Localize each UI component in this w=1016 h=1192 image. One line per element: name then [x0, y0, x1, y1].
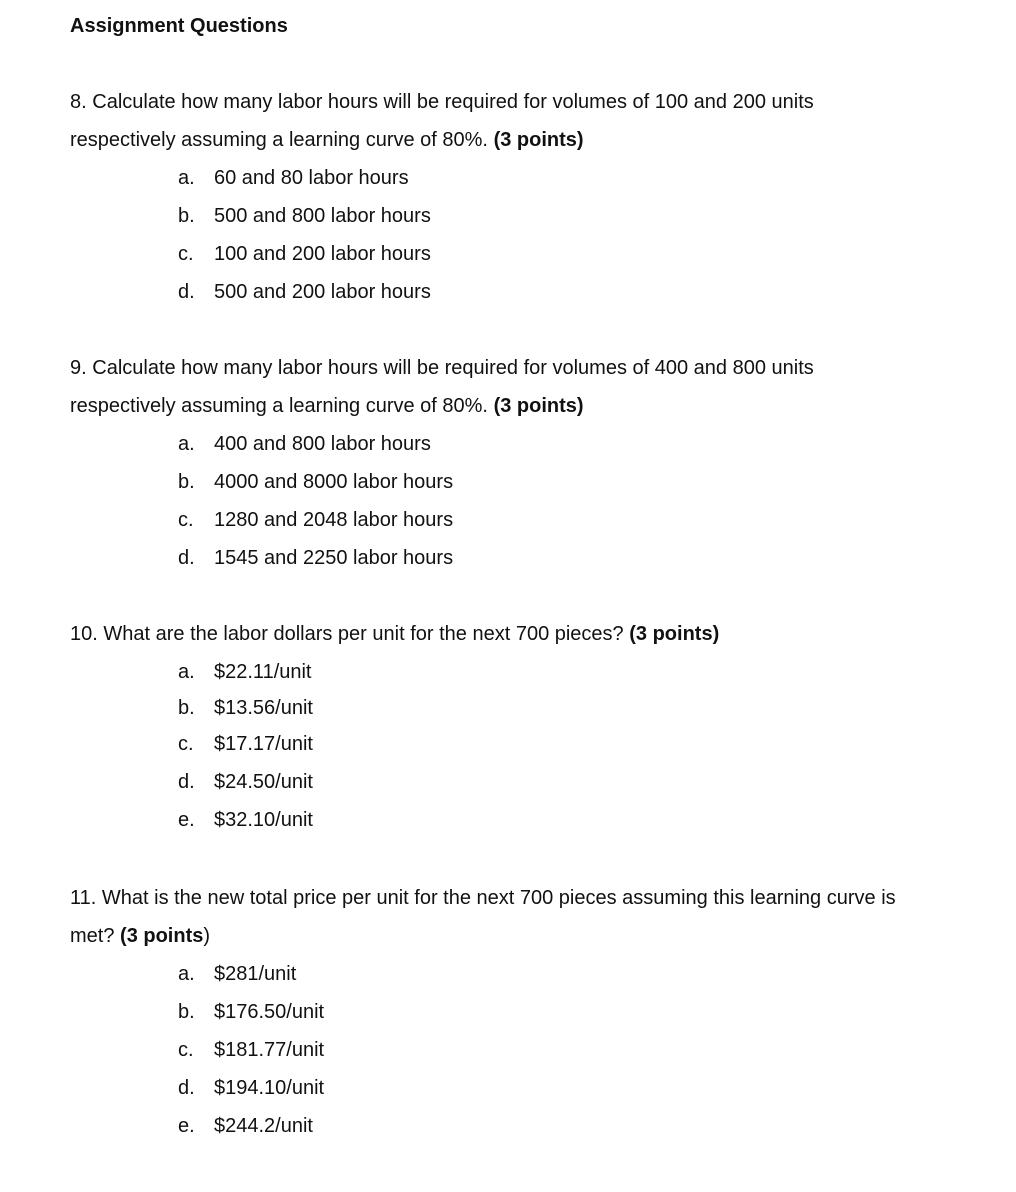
question-text: What are the labor dollars per unit for the next 700 pieces? — [103, 623, 624, 645]
question-11 — [70, 885, 1000, 1151]
question-9 — [70, 355, 1000, 583]
question-text-line — [70, 885, 1000, 923]
answer-option[interactable] — [70, 431, 1000, 469]
question-text-line — [70, 923, 1000, 961]
question-text-line — [70, 127, 1000, 165]
answer-option[interactable] — [70, 807, 1000, 845]
option-letter: d. — [178, 1077, 195, 1099]
option-text: $176.50/unit — [214, 1001, 325, 1023]
option-letter: b. — [178, 205, 195, 227]
option-letter: b. — [178, 697, 195, 719]
question-number: 11. — [70, 887, 97, 909]
option-letter: d. — [178, 771, 195, 793]
answer-options — [70, 961, 1000, 1151]
answer-options — [70, 165, 1000, 317]
option-letter: d. — [178, 281, 195, 303]
answer-option[interactable] — [70, 165, 1000, 203]
answer-option[interactable] — [70, 999, 1000, 1037]
answer-option[interactable] — [70, 659, 1000, 695]
answer-option[interactable] — [70, 695, 1000, 731]
answer-option[interactable] — [70, 469, 1000, 507]
question-8 — [70, 89, 1000, 317]
option-text: $17.17/unit — [214, 733, 313, 755]
option-text: 100 and 200 labor hours — [214, 243, 431, 265]
option-text: 500 and 200 labor hours — [214, 281, 431, 303]
question-text: What is the new total price per unit for the next 700 pieces assuming this learning curve is — [101, 887, 896, 909]
answer-option[interactable] — [70, 279, 1000, 317]
option-text: $181.77/unit — [214, 1039, 325, 1061]
answer-options — [70, 431, 1000, 583]
option-letter: b. — [178, 1001, 195, 1023]
option-text: 500 and 800 labor hours — [214, 205, 431, 227]
option-letter: a. — [178, 433, 195, 455]
option-letter: c. — [178, 509, 194, 531]
option-letter: b. — [178, 471, 195, 493]
option-letter: e. — [178, 809, 195, 831]
option-text: $24.50/unit — [214, 771, 313, 793]
answer-option[interactable] — [70, 507, 1000, 545]
answer-options — [70, 659, 1000, 845]
answer-option[interactable] — [70, 1113, 1000, 1151]
option-letter: c. — [178, 1039, 194, 1061]
question-number: 9. — [70, 357, 87, 379]
answer-option[interactable] — [70, 203, 1000, 241]
question-number: 10. — [70, 623, 98, 645]
answer-option[interactable] — [70, 731, 1000, 769]
question-text: respectively assuming a learning curve of 80%. — [70, 395, 488, 417]
question-text-line — [70, 89, 1000, 127]
question-text: Calculate how many labor hours will be required for volumes of 100 and 200 units — [92, 91, 814, 113]
question-text-line — [70, 355, 1000, 393]
option-text: $194.10/unit — [214, 1077, 325, 1099]
answer-option[interactable] — [70, 769, 1000, 807]
option-text: $281/unit — [214, 963, 297, 985]
question-text: Calculate how many labor hours will be required for volumes of 400 and 800 units — [92, 357, 814, 379]
question-text: respectively assuming a learning curve of 80%. — [70, 129, 488, 151]
question-text-line — [70, 393, 1000, 431]
points-label: (3 points — [120, 925, 204, 947]
question-number: 8. — [70, 91, 87, 113]
option-text: $13.56/unit — [214, 697, 313, 719]
option-text: 400 and 800 labor hours — [214, 433, 431, 455]
option-letter: e. — [178, 1115, 195, 1137]
option-text: 4000 and 8000 labor hours — [214, 471, 454, 493]
option-letter: c. — [178, 733, 194, 755]
option-letter: d. — [178, 547, 195, 569]
question-text-line — [70, 621, 1000, 659]
option-letter: a. — [178, 963, 195, 985]
points-close-paren: ) — [203, 925, 211, 947]
option-letter: a. — [178, 661, 195, 683]
points-label: (3 points) — [629, 623, 720, 645]
option-letter: c. — [178, 243, 194, 265]
answer-option[interactable] — [70, 961, 1000, 999]
answer-option[interactable] — [70, 545, 1000, 583]
points-label: (3 points) — [493, 129, 584, 151]
points-label: (3 points) — [493, 395, 584, 417]
question-10 — [70, 621, 1000, 845]
option-text: 1280 and 2048 labor hours — [214, 509, 454, 531]
answer-option[interactable] — [70, 1037, 1000, 1075]
answer-option[interactable] — [70, 1075, 1000, 1113]
option-text: $32.10/unit — [214, 809, 313, 831]
question-text: met? — [70, 925, 115, 947]
option-text: $244.2/unit — [214, 1115, 313, 1137]
option-letter: a. — [178, 167, 195, 189]
option-text: $22.11/unit — [214, 661, 312, 683]
answer-option[interactable] — [70, 241, 1000, 279]
option-text: 60 and 80 labor hours — [214, 167, 409, 189]
document-title: Assignment Questions — [70, 15, 288, 37]
option-text: 1545 and 2250 labor hours — [214, 547, 454, 569]
